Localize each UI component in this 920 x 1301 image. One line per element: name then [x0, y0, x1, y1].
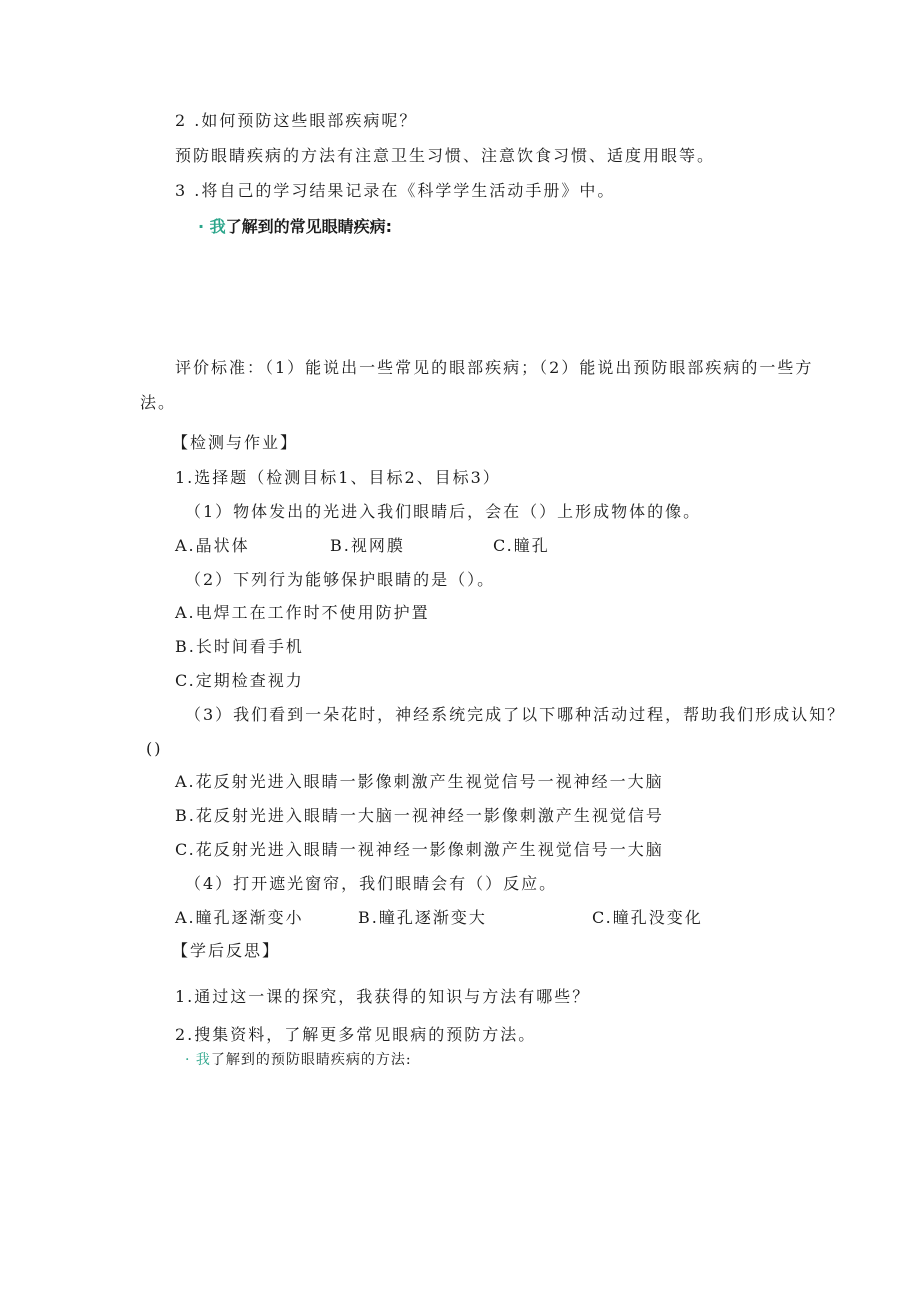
- q3-option-b: B.花反射光进入眼睛一大脑一视神经一影像刺激产生视觉信号: [175, 806, 664, 825]
- q4-stem: （4）打开遮光窗帘，我们眼睛会有（）反应。: [185, 874, 558, 893]
- reflection-item-1: 1.通过这一课的探究，我获得的知识与方法有哪些？: [175, 987, 591, 1006]
- q2-option-a: A.电焊工在工作时不使用防护置: [175, 603, 430, 622]
- record-wo: 我: [195, 1052, 211, 1068]
- q1-option-c: C.瞳孔: [493, 536, 550, 555]
- q4-option-a: A.瞳孔逐渐变小: [175, 908, 304, 927]
- bullet-dot: ·: [185, 1052, 191, 1068]
- q3-answer-blank: (): [146, 739, 163, 758]
- record-heading-diseases: [198, 217, 392, 237]
- q2-stem: （2）下列行为能够保护眼睛的是（）。: [185, 570, 496, 589]
- homework-intro: 1.选择题（检测目标1、目标2、目标3）: [175, 468, 501, 487]
- q2-option-c: C.定期检查视力: [175, 671, 304, 690]
- q2-option-b: B.长时间看手机: [175, 637, 304, 656]
- evaluation-line-1: 评价标准：（1）能说出一些常见的眼部疾病；（2）能说出预防眼部疾病的一些方: [175, 358, 814, 377]
- question-2: 2 .如何预防这些眼部疾病呢？: [175, 111, 418, 130]
- homework-heading: 【检测与作业】: [172, 433, 299, 452]
- bullet-dot: ·: [198, 217, 205, 236]
- record-heading-prevention: [185, 1050, 412, 1070]
- q1-option-a: A.晶状体: [175, 536, 250, 555]
- record-rest: 了解到的常见眼睛疾病:: [225, 217, 393, 236]
- answer-2: 预防眼睛疾病的方法有注意卫生习惯、注意饮食习惯、适度用眼等。: [175, 146, 716, 165]
- q1-stem: （1）物体发出的光进入我们眼睛后，会在（）上形成物体的像。: [185, 502, 702, 521]
- q4-option-b: B.瞳孔逐渐变大: [358, 908, 487, 927]
- record-wo: 我: [209, 217, 226, 236]
- record-rest: 了解到的预防眼睛疾病的方法:: [210, 1052, 412, 1068]
- q1-option-b: B.视网膜: [330, 536, 405, 555]
- evaluation-line-2: 法。: [140, 393, 177, 412]
- q3-stem: （3）我们看到一朵花时，神经系统完成了以下哪种活动过程，帮助我们形成认知？: [185, 705, 846, 724]
- q4-option-c: C.瞳孔没变化: [592, 908, 703, 927]
- reflection-item-2: 2.搜集资料，了解更多常见眼病的预防方法。: [175, 1025, 537, 1044]
- q3-option-a: A.花反射光进入眼睛一影像刺激产生视觉信号一视神经一大脑: [175, 772, 664, 791]
- question-3: 3 .将自己的学习结果记录在《科学学生活动手册》中。: [175, 181, 616, 200]
- reflection-heading: 【学后反思】: [172, 941, 281, 960]
- q3-option-c: C.花反射光进入眼睛一视神经一影像刺激产生视觉信号一大脑: [175, 840, 664, 859]
